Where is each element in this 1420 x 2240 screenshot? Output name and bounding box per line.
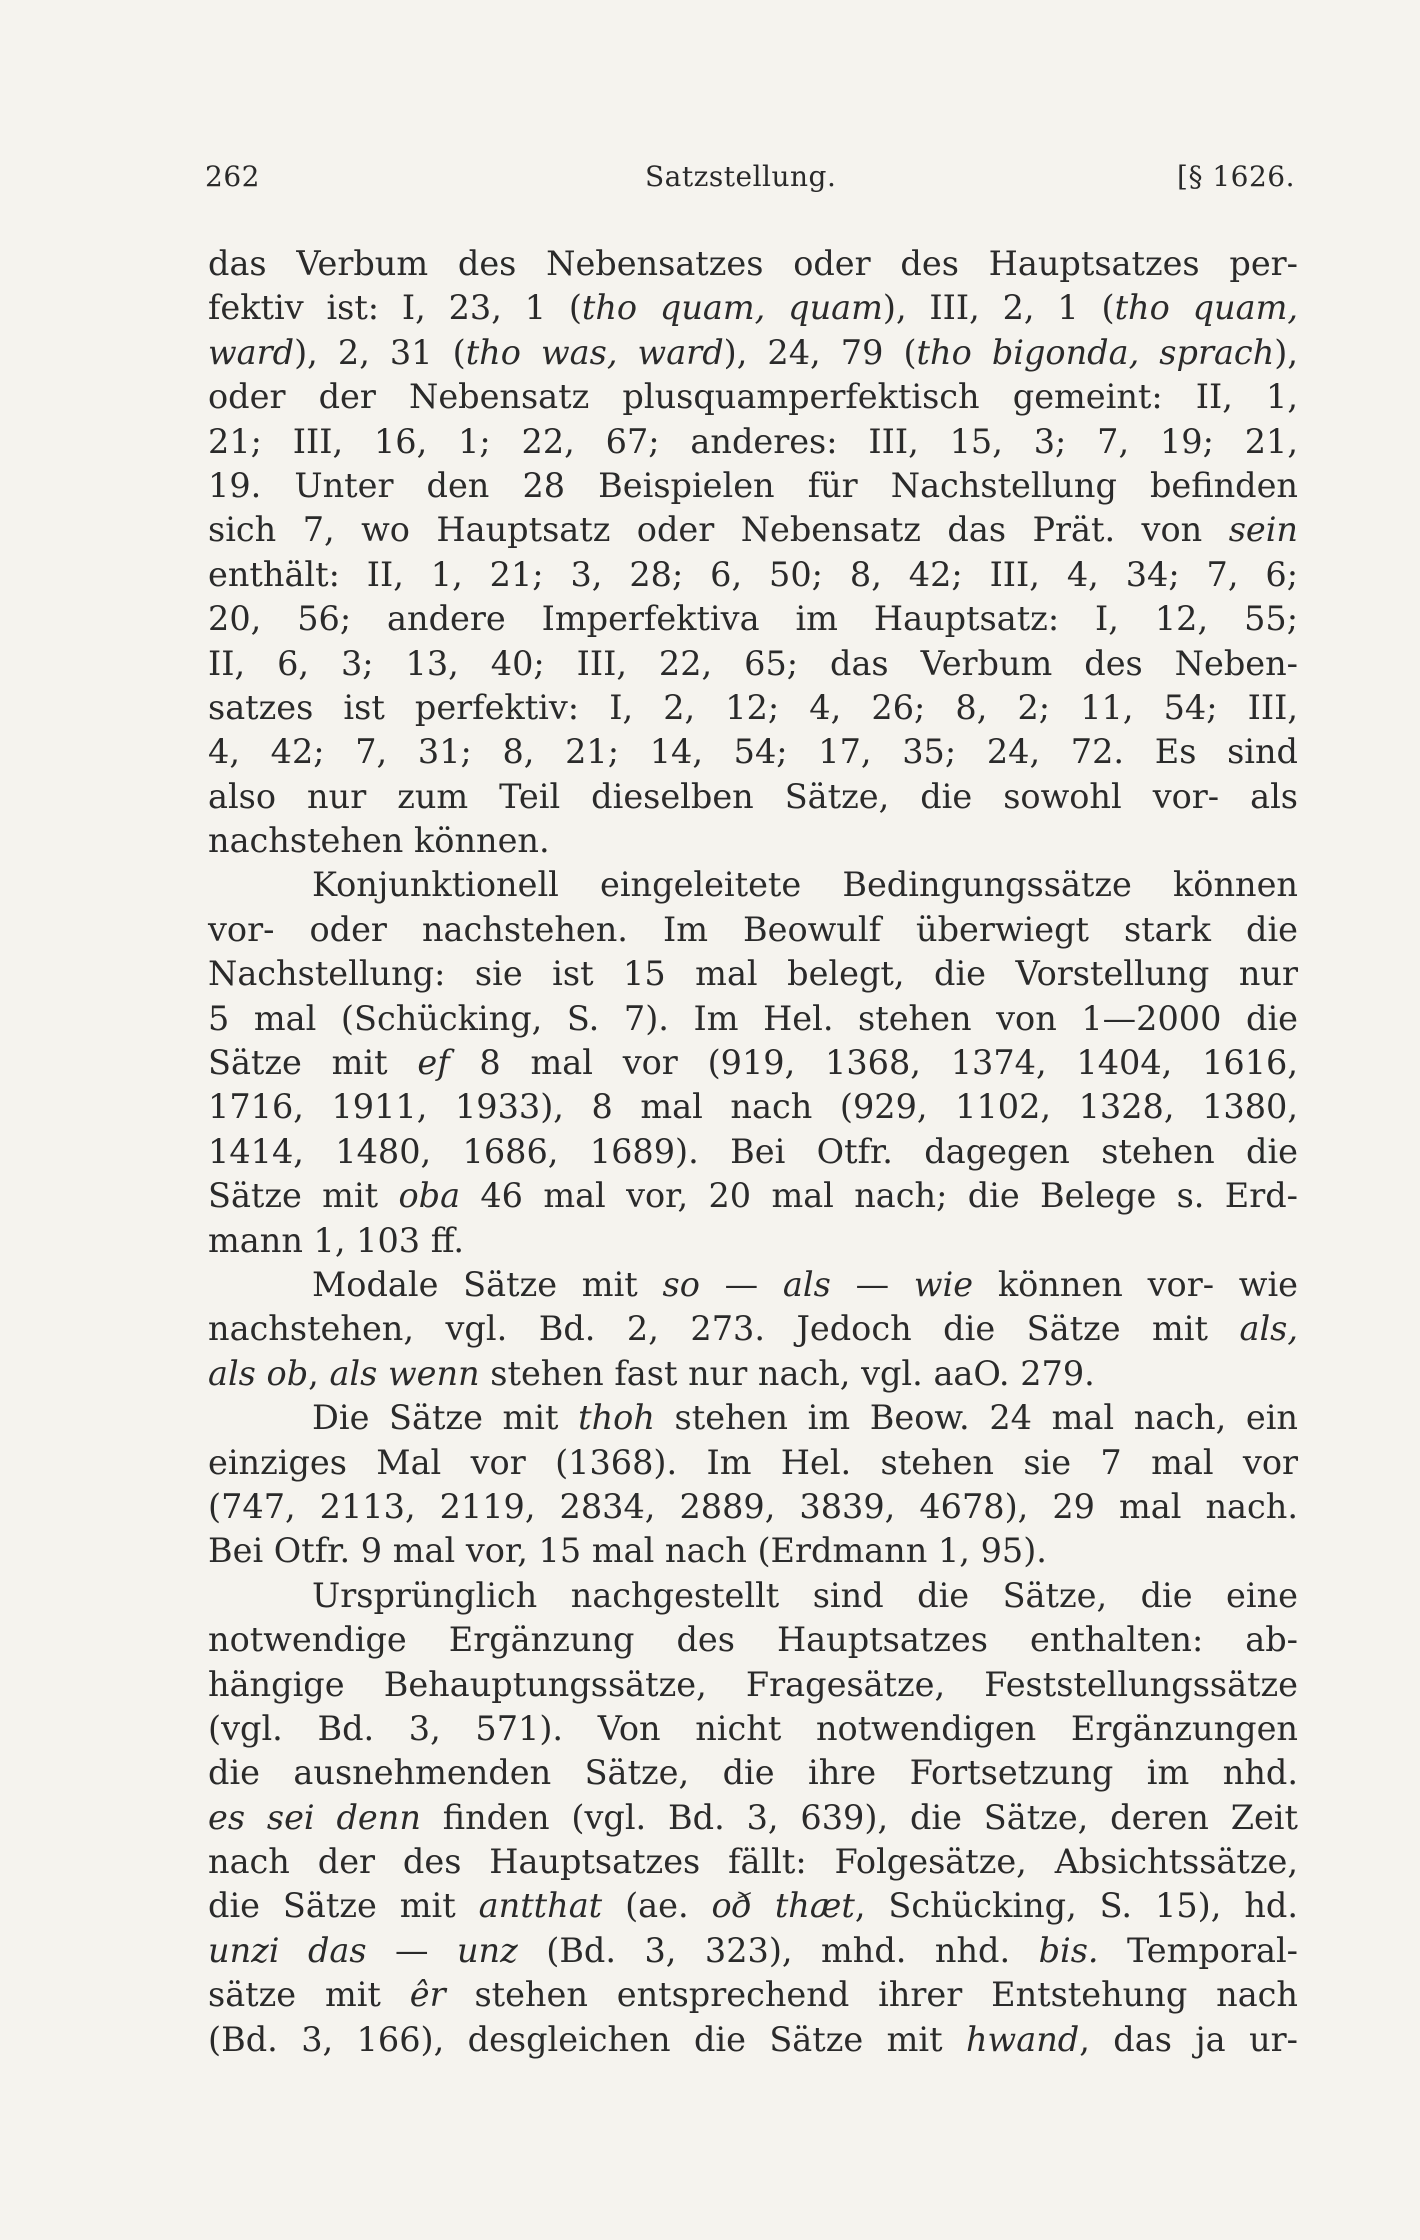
text-line: Modale Sätze mit so — als — wie können vor- wie — [312, 1264, 1298, 1304]
text-line: nachstehen können. — [208, 821, 550, 861]
text-line: 4, 42; 7, 31; 8, 21; 14, 54; 17, 35; 24, 72. Es sind — [208, 732, 1298, 772]
text-line: Nachstellung: sie ist 15 mal belegt, die Vorstellung nur — [208, 954, 1298, 994]
text-line: Sätze mit ef 8 mal vor (919, 1368, 1374, 1404, 1616, — [208, 1043, 1298, 1083]
text-line: 20, 56; andere Imperfektiva im Hauptsatz: I, 12, 55; — [208, 599, 1298, 639]
text-line: Die Sätze mit thoh stehen im Beow. 24 mal nach, ein — [312, 1398, 1298, 1438]
text-line: also nur zum Teil dieselben Sätze, die sowohl vor- als — [208, 776, 1298, 816]
text-line: vor- oder nachstehen. Im Beowulf überwiegt stark die — [208, 909, 1298, 949]
text-line: ward), 2, 31 (tho was, ward), 24, 79 (tho bigonda, sprach), — [208, 332, 1298, 372]
text-line: die Sätze mit antthat (ae. oð thæt, Schücking, S. 15), hd. — [208, 1886, 1298, 1926]
text-line: fektiv ist: I, 23, 1 (tho quam, quam), III, 2, 1 (tho quam, — [208, 288, 1298, 328]
text-line: hängige Behauptungssätze, Fragesätze, Feststellungssätze — [208, 1664, 1298, 1704]
text-line: 1414, 1480, 1686, 1689). Bei Otfr. dagegen stehen die — [208, 1131, 1298, 1171]
text-line: das Verbum des Nebensatzes oder des Hauptsatzes per- — [208, 244, 1298, 283]
text-line: (Bd. 3, 166), desgleichen die Sätze mit hwand, das ja ur- — [208, 2019, 1298, 2059]
text-line: Konjunktionell eingeleitete Bedingungssätze können — [312, 865, 1298, 905]
text-line: nachstehen, vgl. Bd. 2, 273. Jedoch die Sätze mit als, — [208, 1309, 1298, 1349]
text-line: mann 1, 103 ff. — [208, 1220, 464, 1260]
text-line: einziges Mal vor (1368). Im Hel. stehen sie 7 mal vor — [208, 1442, 1298, 1482]
page-number: 262 — [205, 160, 260, 193]
text-line: Sätze mit oba 46 mal vor, 20 mal nach; die Belege s. Erd- — [208, 1176, 1298, 1216]
text-line: II, 6, 3; 13, 40; III, 22, 65; das Verbum des Neben- — [208, 643, 1298, 683]
text-line: sich 7, wo Hauptsatz oder Nebensatz das Prät. von sein — [208, 510, 1298, 550]
body-text — [208, 242, 1298, 2062]
text-line: 21; III, 16, 1; 22, 67; anderes: III, 15, 3; 7, 19; 21, — [208, 421, 1298, 461]
text-line: 5 mal (Schücking, S. 7). Im Hel. stehen von 1—2000 die — [208, 998, 1298, 1038]
text-line: die ausnehmenden Sätze, die ihre Fortsetzung im nhd. — [208, 1753, 1298, 1793]
text-line: oder der Nebensatz plusquamperfektisch gemeint: II, 1, — [208, 377, 1298, 417]
text-line: sätze mit êr stehen entsprechend ihrer Entstehung nach — [208, 1975, 1298, 2015]
text-line: 19. Unter den 28 Beispielen für Nachstellung befinden — [208, 465, 1298, 505]
text-line: enthält: II, 1, 21; 3, 28; 6, 50; 8, 42; III, 4, 34; 7, 6; — [208, 554, 1298, 594]
text-line: nach der des Hauptsatzes fällt: Folgesätze, Absichtssätze, — [208, 1842, 1298, 1882]
text-line: es sei denn finden (vgl. Bd. 3, 639), die Sätze, deren Zeit — [208, 1797, 1298, 1837]
text-line: satzes ist perfektiv: I, 2, 12; 4, 26; 8, 2; 11, 54; III, — [208, 687, 1298, 727]
text-line: Ursprünglich nachgestellt sind die Sätze, die eine — [312, 1575, 1298, 1615]
text-line: Bei Otfr. 9 mal vor, 15 mal nach (Erdmann 1, 95). — [208, 1531, 1047, 1571]
running-title: Satzstellung. — [645, 160, 837, 193]
text-line: (vgl. Bd. 3, 571). Von nicht notwendigen Ergänzungen — [208, 1708, 1298, 1748]
text-line: (747, 2113, 2119, 2834, 2889, 3839, 4678), 29 mal nach. — [208, 1486, 1298, 1526]
text-line: unzi das — unz (Bd. 3, 323), mhd. nhd. bis. Temporal- — [208, 1930, 1298, 1970]
text-line: 1716, 1911, 1933), 8 mal nach (929, 1102, 1328, 1380, — [208, 1087, 1298, 1127]
running-header — [205, 160, 1295, 204]
text-line: als ob, als wenn stehen fast nur nach, vgl. aaO. 279. — [208, 1353, 1095, 1393]
text-line: notwendige Ergänzung des Hauptsatzes enthalten: ab- — [208, 1620, 1298, 1660]
section-reference: [§ 1626. — [1177, 160, 1295, 193]
